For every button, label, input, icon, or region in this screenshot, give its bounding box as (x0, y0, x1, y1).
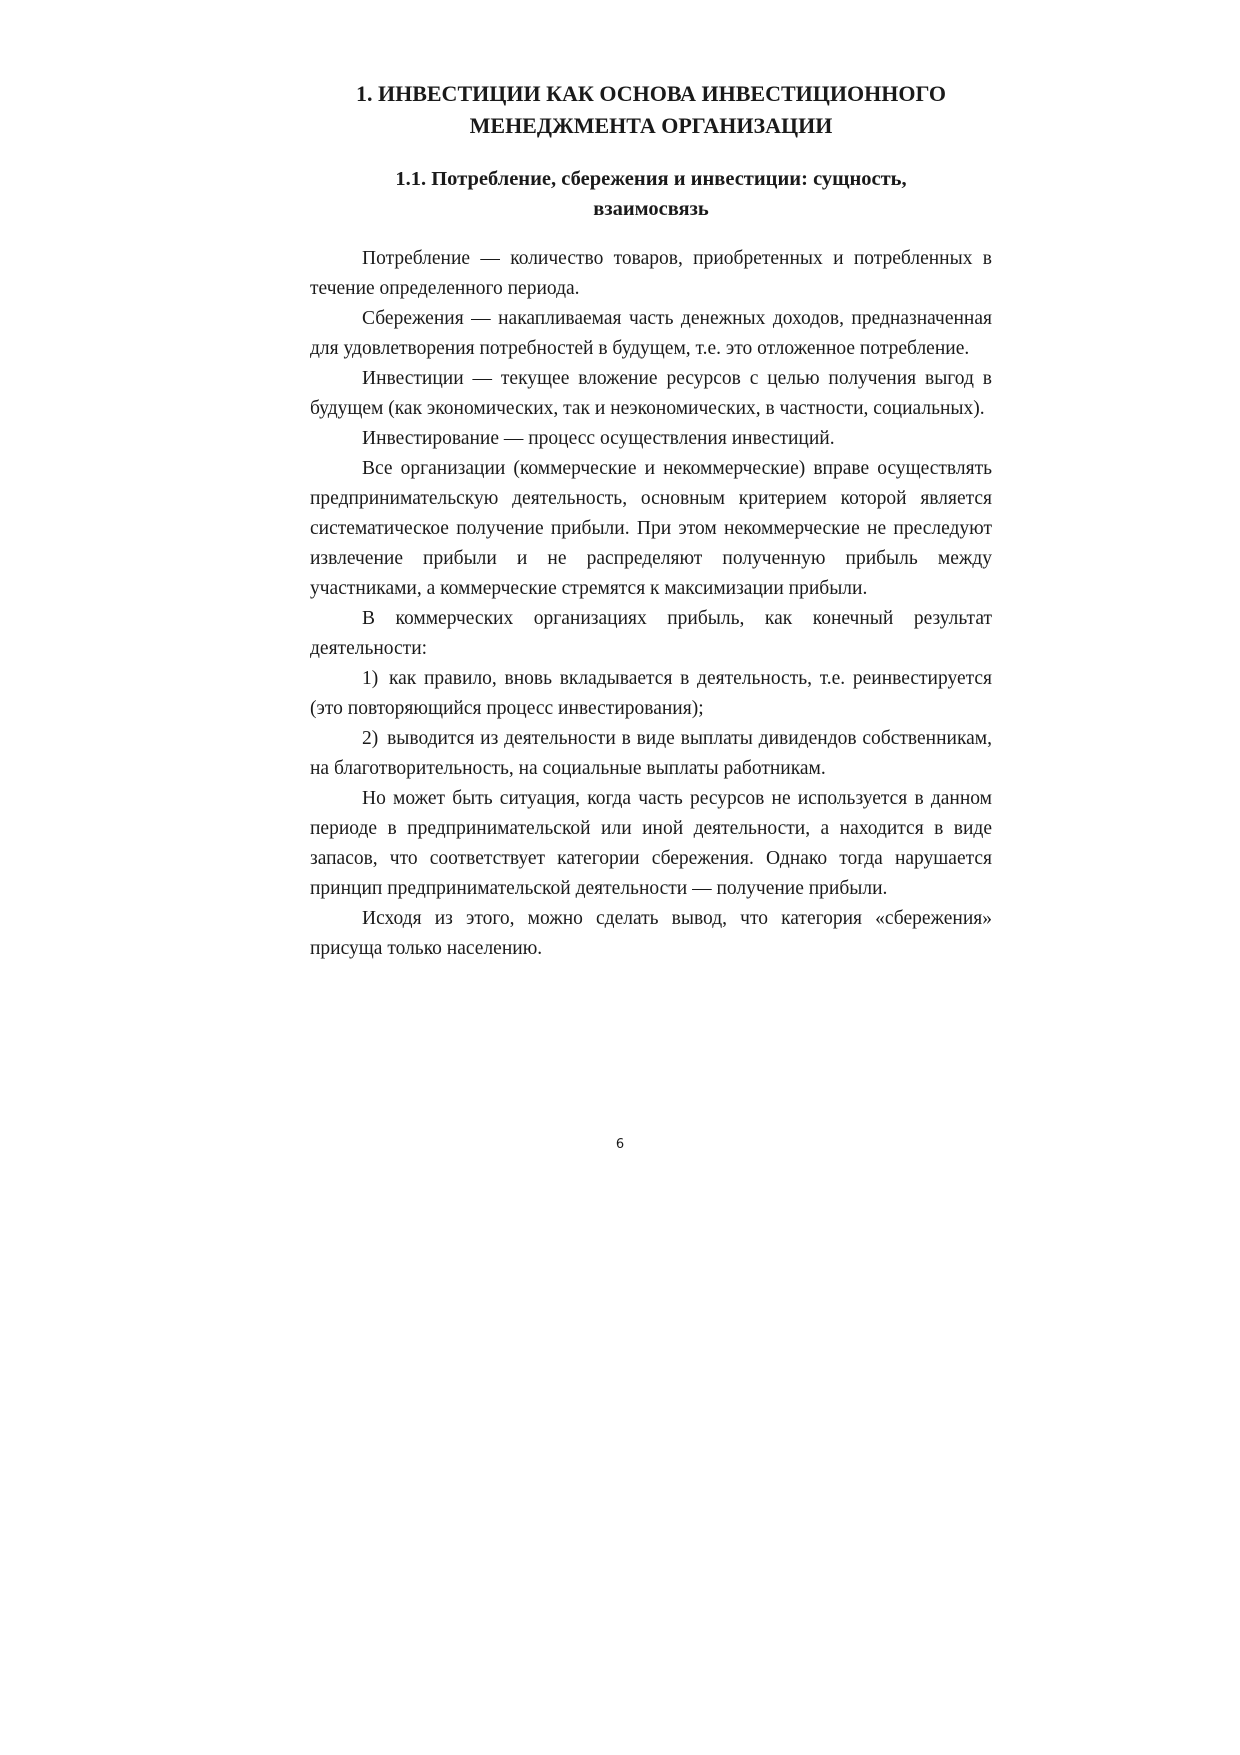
chapter-title-line-1: 1. ИНВЕСТИЦИИ КАК ОСНОВА ИНВЕСТИЦИОННОГО (355, 81, 947, 106)
list-item-withdraw (310, 724, 992, 784)
paragraph-investing: Инвестирование — процесс осуществления инвестиций. (362, 428, 835, 449)
paragraph-profit-intro: В коммерческих организациях прибыль, как конечный результат деятельности: (310, 608, 992, 659)
list-item-number: 2) (362, 728, 379, 749)
list-item-text: как правило, вновь вкладывается в деятельность, т.е. реинвестируется (это повторяющийся процесс инвестирования); (310, 668, 992, 719)
document-page (310, 78, 992, 964)
section-title-line-2: взаимосвязь (593, 198, 709, 220)
chapter-title (310, 78, 992, 142)
paragraph-conclusion: Исходя из этого, можно сделать вывод, что категория «сбережения» присуща только населению. (310, 908, 992, 959)
paragraph-consumption: Потребление — количество товаров, приобретенных и потребленных в течение определенного периода. (310, 248, 992, 299)
list-item-reinvest (310, 664, 992, 724)
chapter-title-line-2: МЕНЕДЖМЕНТА ОРГАНИЗАЦИИ (469, 113, 833, 138)
list-item-number: 1) (362, 668, 379, 689)
section-title (310, 164, 992, 224)
paragraph-reserves: Но может быть ситуация, когда часть ресурсов не используется в данном периоде в предпринимательской или иной деятельности, а находится в виде запасов, что соответствует категории сбережения. Однако тогда нарушается принцип предпринимательской деятельности — получение прибыли. (310, 788, 992, 899)
paragraph-organizations: Все организации (коммерческие и некоммерческие) вправе осуществлять предпринимательскую деятельность, основным критерием которой является систематическое получение прибыли. При этом некоммерческие не преследуют извлечение прибыли и не распределяют полученную прибыль между участниками, а коммерческие стремятся к максимизации прибыли. (310, 458, 992, 599)
paragraph-savings: Сбережения — накапливаемая часть денежных доходов, предназначенная для удовлетворения потребностей в будущем, т.е. это отложенное потребление. (310, 308, 992, 359)
section-title-line-1: 1.1. Потребление, сбережения и инвестиции: сущность, (395, 168, 907, 190)
paragraph-investments: Инвестиции — текущее вложение ресурсов с целью получения выгод в будущем (как экономических, так и неэкономических, в частности, социальных). (310, 368, 992, 419)
list-item-text: выводится из деятельности в виде выплаты дивидендов собственникам, на благотворительность, на социальные выплаты работникам. (310, 728, 992, 779)
page-number: 6 (615, 1137, 625, 1152)
